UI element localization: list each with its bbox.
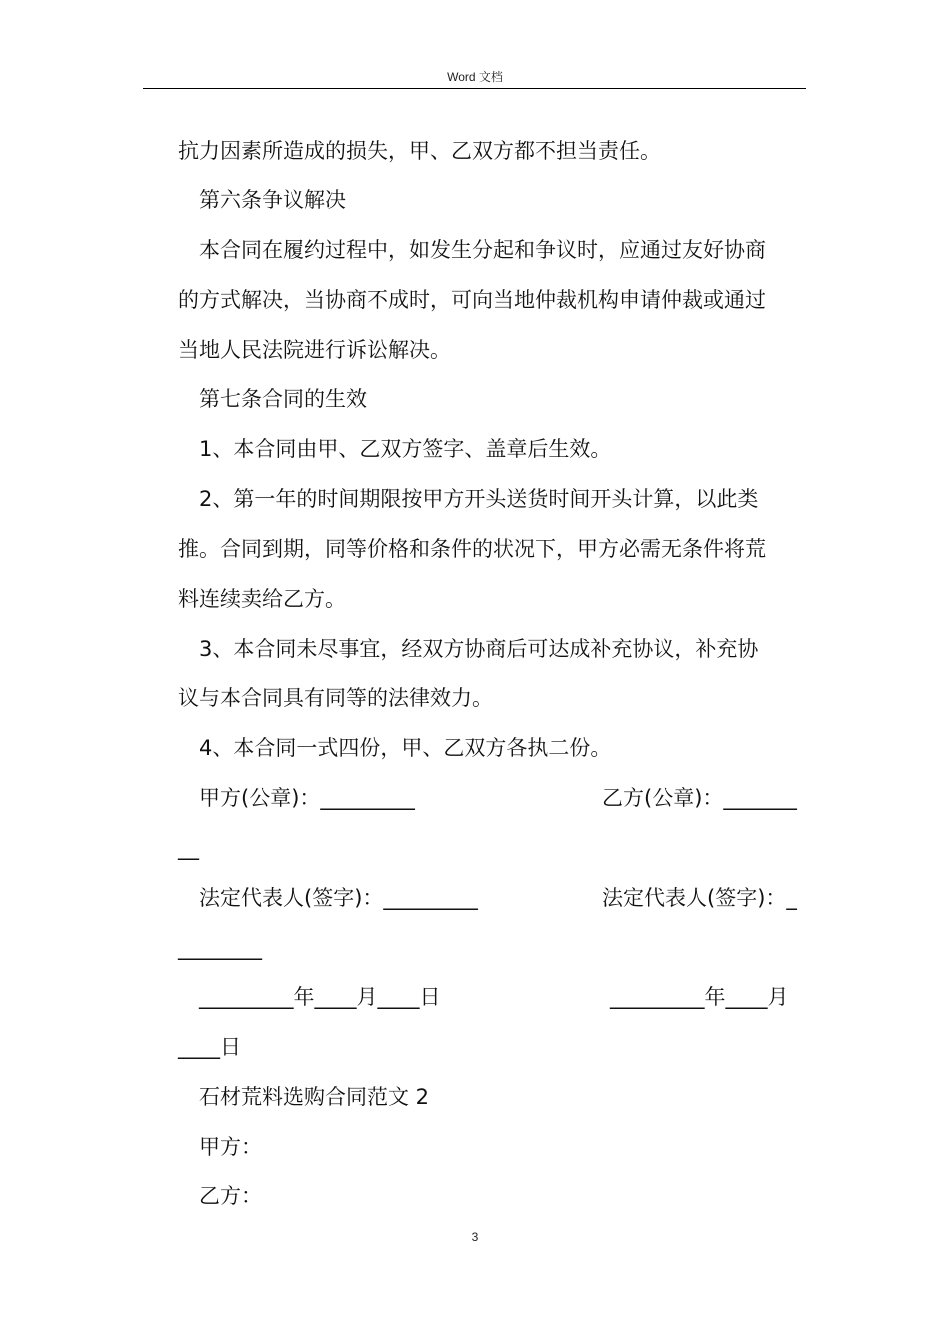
body-line: 料连续卖给乙方。 [178,587,346,611]
clause-item: 2、第一年的时间期限按甲方开头送货时间开头计算，以此类 [199,487,759,511]
clause-item: 4、本合同一式四份，甲、乙双方各执二份。 [199,736,612,760]
body-line: 的方式解决，当协商不成时，可向当地仲裁机构申请仲裁或通过 [178,288,766,312]
party-b-date-field-continued: ____日 [178,1035,241,1059]
party-b-label: 乙方： [199,1184,262,1208]
clause-item: 3、本合同未尽事宜，经双方协商后可达成补充协议，补充协 [199,637,759,661]
party-a-date-field: _________年____月____日 [199,985,441,1009]
party-a-representative-field: 法定代表人(签字)：_________ [199,886,478,910]
body-line: 本合同在履约过程中，如发生分起和争议时，应通过友好协商 [199,238,766,262]
party-b-seal-field: 乙方(公章)：_______ [602,786,797,810]
header-title: Word 文档 [447,70,503,84]
party-a-label: 甲方： [199,1135,262,1159]
party-b-representative-field-continued: ________ [178,936,262,960]
party-b-seal-field-continued: __ [178,836,199,860]
clause-item: 1、本合同由甲、乙双方签字、盖章后生效。 [199,437,612,461]
article-heading: 第七条合同的生效 [199,387,367,411]
body-line: 推。合同到期，同等价格和条件的状况下，甲方必需无条件将荒 [178,537,766,561]
page-number: 3 [471,1230,479,1244]
header-divider [143,88,806,89]
party-a-seal-field: 甲方(公章)：_________ [199,786,415,810]
party-b-representative-field: 法定代表人(签字)：_ [602,886,797,910]
party-b-date-field: _________年____月 [610,985,789,1009]
body-line: 抗力因素所造成的损失，甲、乙双方都不担当责任。 [178,139,661,163]
body-line: 议与本合同具有同等的法律效力。 [178,686,493,710]
article-heading: 第六条争议解决 [199,188,346,212]
section-title: 石材荒料选购合同范文 2 [199,1085,430,1109]
body-line: 当地人民法院进行诉讼解决。 [178,338,451,362]
